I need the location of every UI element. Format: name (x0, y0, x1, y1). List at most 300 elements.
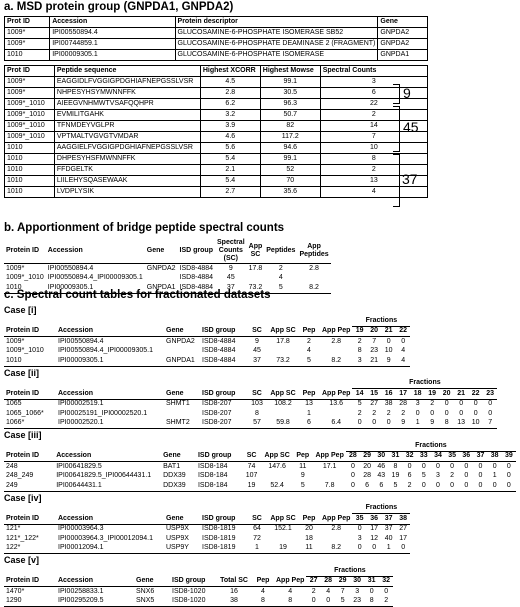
table-cell: 6.2 (200, 99, 260, 110)
table-cell: 2 (357, 337, 362, 345)
column-header: ISD group (200, 326, 246, 337)
table-row (5, 99, 428, 110)
table-cell: 2 (401, 409, 406, 417)
section-a-title: a. MSD protein group (GNPDA1, GNPDA2) (4, 1, 234, 13)
column-header: Protein ID (4, 576, 56, 587)
table-cell: 0 (421, 462, 426, 470)
table-cell: 147.6 (268, 462, 286, 470)
table-cell: 17 (370, 525, 379, 533)
table-cell: 7 (340, 587, 345, 595)
fraction-header: 19 (425, 389, 440, 400)
table-cell: 0 (352, 544, 367, 554)
table-cell: 1 (410, 419, 425, 429)
table-cell: 8 (364, 597, 379, 607)
table-cell: 6 (298, 419, 320, 429)
table-cell: 1470* (6, 587, 25, 595)
table-cell: 40 (384, 534, 393, 542)
table-cell: GNPDA2 (378, 39, 428, 50)
fraction-header: 30 (350, 576, 365, 587)
table-cell: TFNMDEYVGLPR (54, 121, 200, 132)
table-cell: ISD8-1020 (172, 587, 206, 595)
table-row (4, 347, 410, 357)
case-list (4, 305, 516, 607)
table-cell: 1010 (5, 143, 55, 154)
table-cell: 19 (391, 472, 400, 480)
column-header: Accession (54, 451, 161, 462)
table-cell: 17.8 (276, 337, 290, 345)
table-row (5, 88, 428, 99)
table-cell: 1010 (5, 165, 55, 176)
table-cell: 8 (357, 347, 362, 355)
column-header: Gene (164, 389, 200, 400)
table-cell: 0 (417, 481, 431, 491)
table-cell (313, 472, 345, 482)
table-row (5, 50, 428, 61)
fraction-header: 37 (381, 514, 396, 525)
table-cell: 37 (246, 356, 268, 366)
table-cell: 1009*_1010 (6, 274, 44, 282)
fraction-header: 19 (352, 326, 367, 337)
table-row (4, 356, 410, 366)
table-cell: ISD8-207 (200, 419, 246, 429)
table-cell: IPI00744859.1 (50, 39, 175, 50)
column-header: Prot ID (5, 17, 50, 28)
column-header: App SC (247, 239, 265, 264)
column-header: SC (246, 514, 268, 525)
case-title: Case [i] (4, 305, 37, 315)
table-cell: 8 (255, 409, 259, 417)
table-cell: 1009* (5, 88, 55, 99)
case-table (4, 441, 516, 492)
fraction-header: 29 (360, 451, 374, 462)
column-header: Gene (134, 576, 170, 587)
table-cell (297, 274, 330, 284)
table-cell: IPI00012094.1 (56, 544, 164, 554)
table-cell: 6 (360, 481, 374, 491)
column-header: Accession (56, 389, 164, 400)
fraction-header: 38 (396, 514, 411, 525)
table-cell: 0 (464, 472, 469, 480)
table-cell: 0 (367, 544, 382, 554)
table-cell: GNPDA1 (164, 356, 200, 366)
table-cell: EAGGIDLFVGGIGPDGHIAFNEPGSSLVSR (54, 77, 200, 88)
table-row (5, 28, 428, 39)
table-cell: LVDPLYSIK (54, 187, 200, 198)
fraction-header: 20 (367, 326, 382, 337)
table-cell: 152.1 (274, 525, 292, 533)
table-cell: 2 (430, 400, 435, 408)
table-cell: 5.4 (200, 154, 260, 165)
fractions-label: Fractions (352, 379, 497, 389)
table-row (4, 462, 516, 472)
table-cell: 96.3 (260, 99, 320, 110)
column-header: Protein ID (4, 389, 56, 400)
table-cell: 3 (352, 356, 367, 366)
fractions-header-row (4, 316, 410, 326)
case-block (4, 305, 516, 367)
table-cell: IPI00002519.1 (58, 400, 104, 408)
table-cell: GNPDA1 (145, 283, 178, 293)
table-cell: 0 (350, 462, 355, 470)
table-cell: 4 (396, 356, 411, 366)
table-cell: 1009* (5, 77, 55, 88)
table-cell: ISD8-1819 (202, 525, 236, 533)
table-cell: 0 (450, 462, 455, 470)
table-cell: 23 (370, 347, 379, 355)
table-cell: ISD8-1020 (170, 597, 216, 607)
table-cell: 1065_1066* (6, 409, 44, 417)
table-cell: 13 (320, 176, 427, 187)
table-cell: 0 (401, 337, 406, 345)
table-cell: 5 (335, 597, 350, 607)
fraction-header: 14 (352, 389, 367, 400)
table-row (5, 110, 428, 121)
column-header: ISD group (200, 389, 246, 400)
table-cell: AIEEGVNHMWTVSAFQQHPR (54, 99, 200, 110)
table-cell: IPI00025191_IPI00002520.1 (58, 409, 148, 417)
table-cell: 0 (346, 481, 360, 491)
table-cell: 3 (320, 77, 427, 88)
table-cell: 21 (367, 356, 382, 366)
table-cell: 3 (355, 587, 360, 595)
table-cell: 52 (260, 165, 320, 176)
fraction-header: 17 (396, 389, 411, 400)
table-cell: 1010 (5, 187, 55, 198)
table-cell: 6 (320, 88, 427, 99)
table-cell: 1009* (6, 264, 25, 272)
table-cell: GLUCOSAMINE-6-PHOSPHATE ISOMERASE SB52 (175, 28, 378, 39)
column-header: Protein ID (4, 326, 56, 337)
column-header: ISD group (170, 576, 216, 587)
column-header: App SC (262, 451, 292, 462)
table-cell: USP9X (166, 525, 189, 533)
table-cell: 28 (363, 472, 371, 480)
table-cell (268, 409, 298, 419)
column-header: Spectral Counts (SC) (217, 239, 245, 262)
table-cell: 23 (350, 597, 365, 607)
column-header: App Pep (320, 514, 352, 525)
fraction-header: 35 (445, 451, 459, 462)
column-header: App SC (268, 326, 298, 337)
column-header: Accession (50, 17, 175, 28)
table-cell: 17.1 (322, 462, 337, 470)
table-cell: 99.1 (260, 154, 320, 165)
table-cell: IPI00550894.4_IPI00009305.1 (47, 274, 143, 282)
table-cell: 0 (459, 400, 464, 408)
table-cell: ISD8-207 (202, 400, 232, 408)
table-cell: 3 (436, 472, 440, 480)
section-b-title: b. Apportionment of bridge peptide spectral counts (4, 222, 285, 234)
table-cell: 43 (377, 472, 386, 480)
table-cell: 70 (260, 176, 320, 187)
table-cell: 1065 (6, 400, 22, 408)
fraction-header: 15 (367, 389, 382, 400)
fraction-header: 18 (410, 389, 425, 400)
column-header: Accession (46, 239, 145, 264)
table-cell: 0 (444, 409, 449, 417)
table-cell: 2 (379, 597, 394, 607)
table-cell: BAT1 (163, 462, 181, 470)
table-cell: 46 (377, 462, 386, 470)
table-cell: 2 (307, 337, 311, 345)
fraction-header: 29 (335, 576, 350, 587)
header-row (4, 389, 497, 400)
table-cell: 14 (320, 121, 427, 132)
table-cell: 2 (357, 409, 362, 417)
peptide-table (4, 65, 428, 198)
table-cell: 4.6 (200, 132, 260, 143)
table-cell: 2.7 (200, 187, 260, 198)
table-cell: 1 (246, 544, 268, 554)
apportionment-table (4, 239, 331, 294)
table-cell: 107 (245, 472, 258, 480)
fraction-header: 28 (346, 451, 360, 462)
table-cell: 10 (384, 347, 393, 355)
table-cell: ISD8-1819 (200, 544, 246, 554)
column-header: App Pep (320, 389, 352, 400)
case-table (4, 566, 393, 607)
table-cell: 82 (260, 121, 320, 132)
table-cell: 72 (253, 534, 261, 542)
table-cell: 11 (299, 462, 307, 470)
table-cell: SHMT1 (166, 400, 190, 408)
column-header: Accession (56, 326, 164, 337)
table-cell: SNX6 (136, 587, 155, 595)
table-cell: ISD8-184 (197, 462, 228, 470)
table-cell (320, 347, 352, 357)
spacer (4, 379, 352, 389)
column-header: Protein ID (4, 239, 46, 264)
case-block (4, 368, 516, 430)
table-cell: 7 (372, 337, 377, 345)
fraction-header: 32 (403, 451, 417, 462)
table-cell: 2.8 (331, 525, 342, 533)
column-header: Protein ID (4, 451, 54, 462)
fraction-header: 34 (431, 451, 445, 462)
column-header: Pep (298, 326, 320, 337)
table-cell: NHPESYHSYMWNNFFK (54, 88, 200, 99)
table-cell: 9 (300, 472, 305, 480)
table-cell: 117.2 (260, 132, 320, 143)
table-cell: ISD8-4884 (179, 274, 214, 282)
table-cell: 4.5 (200, 77, 260, 88)
table-cell: 52.4 (262, 481, 292, 491)
table-cell: ISD8-1819 (202, 534, 236, 542)
table-cell: LIILEHYSQASEWAAK (54, 176, 200, 187)
table-cell: 0 (444, 400, 449, 408)
table-row (5, 132, 428, 143)
column-header: Protein ID (4, 514, 56, 525)
table-cell: 5.6 (200, 143, 260, 154)
spacer (4, 441, 346, 451)
table-cell: 5 (292, 481, 313, 491)
table-cell: 45 (253, 347, 261, 355)
table-cell: 2 (386, 409, 391, 417)
table-cell: ISD8-4884 (178, 283, 215, 293)
column-header: Pep (292, 451, 313, 462)
table-cell: 8 (439, 419, 454, 429)
table-row (4, 337, 410, 347)
section-c-title: c. Spectral count tables for fractionated datasets (4, 289, 271, 301)
table-cell: 37 (215, 283, 247, 293)
table-cell: 0 (478, 472, 483, 480)
table-cell: EVMILITGAHK (54, 110, 200, 121)
table-row (4, 472, 516, 482)
table-cell (164, 347, 200, 357)
case-table (4, 504, 410, 555)
table-cell: 248_249 (6, 472, 34, 480)
table-cell: 19 (241, 481, 262, 491)
column-header: ISD group (196, 451, 241, 462)
table-cell: 5 (388, 481, 402, 491)
table-cell: 18 (305, 534, 313, 542)
table-cell: 3 (415, 400, 420, 408)
column-header: Gene (378, 17, 428, 28)
table-cell: 0 (488, 400, 493, 408)
table-cell: ISD8-207 (202, 409, 232, 417)
table-cell: 4 (326, 587, 331, 595)
table-row (4, 524, 410, 534)
column-header: Highest XCORR (200, 66, 260, 77)
table-cell (247, 274, 265, 284)
table-cell: 7.8 (313, 481, 345, 491)
table-cell: 13.6 (329, 400, 343, 408)
table-cell: 0 (459, 409, 464, 417)
table-cell: IPI00003964.3 (58, 525, 104, 533)
fraction-header: 21 (454, 389, 469, 400)
table-cell: 7 (483, 419, 498, 429)
table-cell: IPI00009305.1 (50, 50, 175, 61)
case-block (4, 493, 516, 555)
column-header: App SC (268, 389, 298, 400)
table-cell: 0 (464, 462, 469, 470)
fraction-header: 39 (502, 451, 516, 462)
table-cell: DDX39 (161, 481, 196, 491)
table-cell: IPI00644431.1 (54, 481, 161, 491)
table-row (4, 264, 331, 274)
table-cell: SNX5 (134, 597, 170, 607)
table-cell: 74 (247, 462, 256, 470)
column-header: App Peptides (297, 239, 330, 264)
table-cell: 27 (399, 525, 408, 533)
table-cell: 16 (230, 587, 238, 595)
table-cell: 0 (415, 409, 420, 417)
table-cell: IPI00009305.1 (56, 356, 164, 366)
column-header: Total SC (216, 576, 252, 587)
fraction-header: 32 (379, 576, 394, 587)
case-title: Case [v] (4, 555, 40, 565)
table-cell: ISD8-184 (196, 481, 241, 491)
table-cell: 0 (473, 400, 478, 408)
table-cell: 0 (306, 597, 321, 607)
fraction-header: 38 (488, 451, 502, 462)
table-cell: VPTMALTVGVGTVMDAR (54, 132, 200, 143)
column-header: Spectral Counts (320, 66, 427, 77)
table-cell: 2 (450, 472, 455, 480)
table-cell: 94.6 (260, 143, 320, 154)
table-cell: 9 (396, 419, 411, 429)
table-cell: 1 (307, 409, 311, 417)
table-cell: 0 (396, 544, 411, 554)
fraction-header: 33 (417, 451, 431, 462)
table-cell: 1009* (6, 337, 25, 345)
table-cell: 0 (473, 481, 487, 491)
table-cell: 11 (298, 544, 320, 554)
fraction-header: 36 (367, 514, 382, 525)
table-cell: IPI00641829.5_IPI00644431.1 (56, 472, 152, 480)
table-cell: 121*_122* (6, 534, 39, 542)
case-table (4, 379, 497, 430)
column-header: Prot ID (5, 66, 55, 77)
table-cell: 1009*_1010 (5, 110, 55, 121)
table-cell: 2 (320, 165, 427, 176)
column-header: App SC (268, 514, 298, 525)
table-row (5, 39, 428, 50)
table-cell: IPI00002520.1 (56, 419, 164, 429)
column-header: App Pep (274, 576, 306, 587)
table-cell: 73.2 (247, 283, 265, 293)
table-cell: ISD8-4884 (202, 347, 236, 355)
table-cell: 9 (228, 264, 233, 272)
case-table (4, 316, 410, 367)
table-cell (164, 409, 200, 419)
table-cell: 2.8 (309, 264, 319, 272)
column-header: Gene (161, 451, 196, 462)
section-a (4, 1, 516, 14)
table-cell: 1009*_1010 (6, 347, 44, 355)
table-cell: IPI00550894.4_IPI00009305.1 (58, 347, 153, 355)
header-row (4, 514, 410, 525)
column-header: Peptide sequence (54, 66, 200, 77)
table-cell: 4 (261, 587, 265, 595)
table-cell: 12 (370, 534, 379, 542)
case-block (4, 430, 516, 492)
table-row (5, 77, 428, 88)
section-a-tables (4, 16, 516, 198)
column-header: Gene (164, 514, 200, 525)
table-row (5, 165, 428, 176)
column-header: SC (246, 389, 268, 400)
spacer (4, 566, 306, 576)
table-cell: 8 (252, 597, 274, 607)
table-cell: 38 (216, 597, 252, 607)
table-cell (320, 534, 352, 544)
table-cell: 0 (381, 419, 396, 429)
fraction-header: 16 (381, 389, 396, 400)
column-header: Pep (298, 514, 320, 525)
table-cell: 1066* (4, 419, 56, 429)
table-cell: IPI00550894.4 (47, 264, 94, 272)
table-cell: 17.8 (248, 264, 263, 272)
column-header: ISD group (200, 514, 246, 525)
table-cell: AAGGIELFVGGIGPDGHIAFNEPGSSLVSR (54, 143, 200, 154)
table-cell: 8.2 (320, 544, 352, 554)
header-row (4, 451, 516, 462)
column-header: Accession (56, 514, 164, 525)
spacer (4, 316, 352, 326)
table-cell: 8 (393, 462, 398, 470)
table-cell: GLUCOSAMINE-6-PHOSPHATE DEAMINASE 2 (FRAGMENT) (175, 39, 378, 50)
table-cell: 1010 (5, 176, 55, 187)
column-header: App Pep (320, 326, 352, 337)
table-cell: 1 (381, 544, 396, 554)
table-cell: 0 (350, 472, 355, 480)
section-c (4, 289, 516, 607)
table-cell: 3.2 (200, 110, 260, 121)
table-cell: 249 (4, 481, 54, 491)
table-cell: 4 (288, 587, 293, 595)
fraction-header: 31 (388, 451, 402, 462)
